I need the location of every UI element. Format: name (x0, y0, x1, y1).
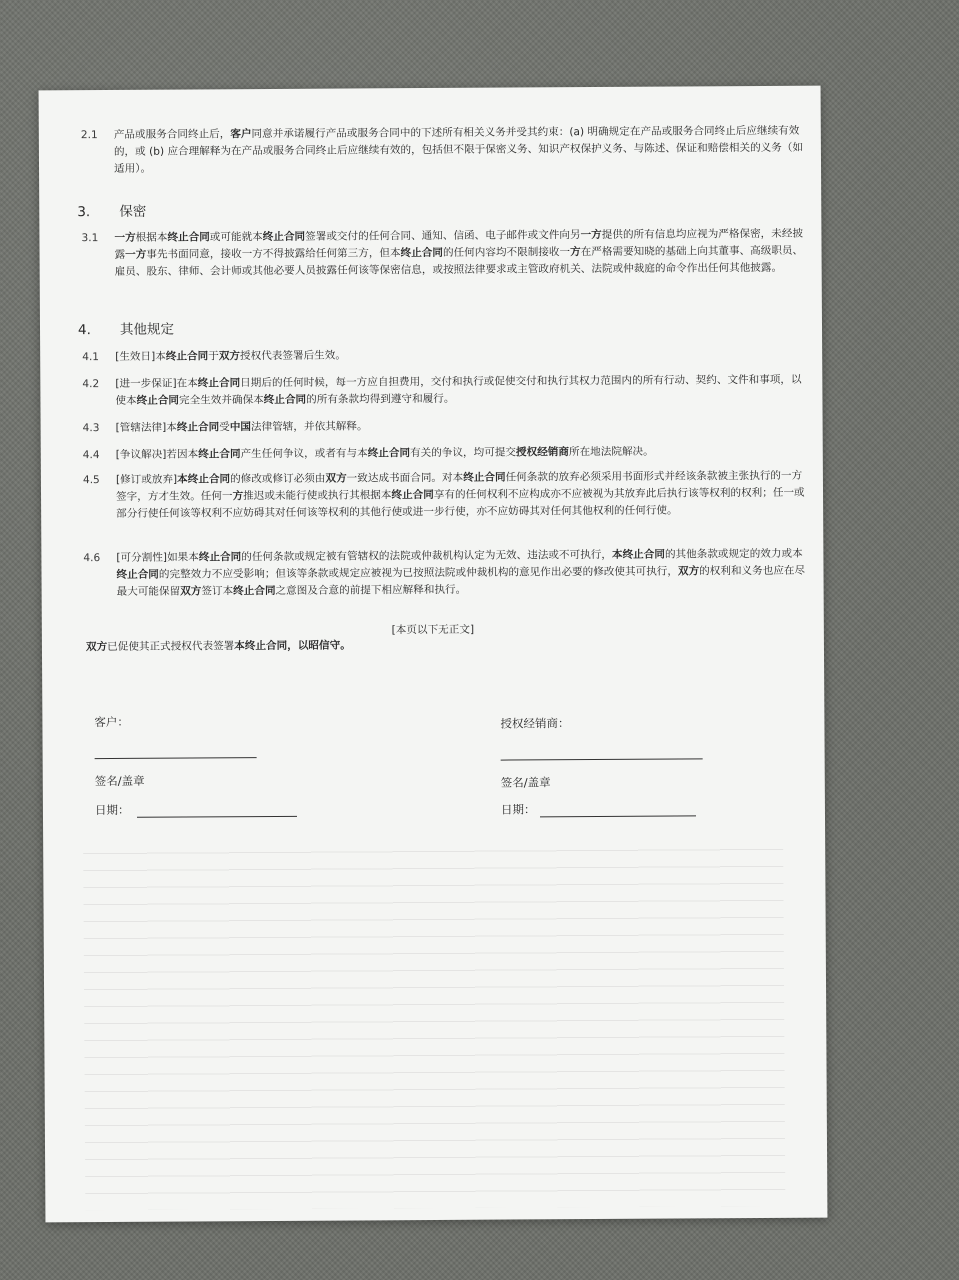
dealer-sign-seal-label: 签名/盖章 (500, 775, 551, 790)
clause-4-2 (40, 372, 822, 407)
text-run: [争议解决]若因本 (115, 448, 199, 461)
document-page (39, 86, 828, 1223)
bold-term: 双方 (325, 472, 347, 485)
clause-text (116, 416, 809, 437)
clause-2-1 (39, 123, 821, 175)
customer-sign-seal-label: 签名/盖章 (94, 773, 145, 789)
text-run: [生效日]本 (115, 350, 166, 363)
text-run: 有关的争议，均可提交 (410, 446, 517, 460)
customer-signature-line (95, 757, 257, 759)
text-run: 或可能就本 (209, 231, 263, 244)
bold-term: 终止合同 (262, 230, 306, 244)
section-heading-3 (77, 200, 146, 220)
text-run: 于 (208, 350, 219, 363)
bold-term: 授权经销商 (515, 446, 570, 459)
text-run: 法律管辖，并依其解释。 (250, 420, 368, 434)
clause-3-1 (39, 226, 821, 278)
bold-term: 终止合同 (367, 447, 411, 460)
text-run: [可分割性]如果本 (116, 551, 199, 564)
clause-number: 4.5 (82, 474, 100, 487)
bold-term: 终止合同 (391, 488, 434, 502)
bold-term: 一方 (580, 228, 602, 242)
bold-term: 一方 (125, 248, 147, 261)
text-run: 任何条款的放弃必须采用书面形式并经该条款被主张执行的一方签字，方才生效。任何一 (115, 469, 803, 503)
bold-term: 本终止合同 (611, 548, 665, 561)
bold-term: 一方 (114, 231, 136, 244)
section-title: 其他规定 (119, 321, 175, 338)
bold-term: 双方 (677, 565, 700, 578)
clause-text (115, 345, 808, 366)
clause-number: 4.3 (82, 422, 100, 435)
text-run: 日期后的任何时候，每一方应自担费用，交付和执行或促使交付和执行其权力范围内的所有行动、契约、文件和事项，以使本 (115, 373, 802, 407)
text-run: 在严格需要知晓的基础上向其董事、高级职员、雇员、股东、律师、会计师或其他必要人员披露任何该等保密信息，或按照法律要求或主管政府机关、法院或仲裁庭的命令作出任何其他披露。 (114, 244, 804, 278)
text-run: 签署或交付的任何合同、通知、信函、电子邮件或文件向另 (305, 229, 581, 243)
text-run: 产生任何争议，或者有与本 (240, 447, 368, 461)
bold-term: 双方 (180, 585, 202, 598)
bold-term: 双方 (85, 640, 108, 654)
text-run: 的任何条款或规定被有管辖权的法院或仲裁机构认定为无效、违法或不可执行， (241, 548, 613, 564)
bold-term: 终止合同 (136, 394, 180, 407)
clause-text (116, 443, 809, 464)
clause-number: 4.6 (83, 552, 101, 565)
clause-number: 4.4 (82, 449, 100, 462)
text-run: 受 (219, 421, 230, 434)
text-run: 的权利和义务也应在尽最大可能保留 (116, 564, 806, 598)
clause-number: 3.1 (81, 232, 99, 245)
dealer-label: 授权经销商： (500, 716, 570, 731)
bold-term: 终止合同 (176, 421, 220, 434)
clause-4-1 (40, 345, 822, 364)
bold-term: 终止合同 (263, 393, 307, 407)
bold-term: 终止合同 (165, 350, 209, 363)
text-run: 完全生效并确保本 (178, 394, 264, 407)
bold-term: 终止合同 (197, 377, 241, 390)
text-run: [管辖法律]本 (115, 421, 177, 434)
bold-term: 终止合同 (116, 568, 159, 581)
bold-term: 终止合同 (400, 246, 443, 260)
clause-text (114, 123, 807, 178)
text-run: 已促使其正式授权代表签署 (107, 640, 235, 653)
no-text-below-note: [本页以下无正文] (391, 623, 475, 637)
text-run: 的任何内容均不限制接收一 (442, 246, 571, 259)
text-run: 产品或服务合同终止后， (113, 128, 231, 141)
text-run: 授权代表签署后生效。 (239, 349, 346, 363)
text-run: 一致达成书面合同。对本 (346, 471, 464, 485)
text-run: 的其他条款或规定的效力或本 (664, 547, 803, 561)
text-run: 的所有条款均得到遵守和履行。 (306, 392, 455, 406)
bold-term: 方 (570, 246, 581, 259)
clause-number: 2.1 (80, 129, 98, 142)
clause-4-4 (41, 443, 823, 462)
section-number: 4. (77, 322, 91, 339)
section-heading-4 (78, 318, 174, 339)
customer-label: 客户： (94, 714, 129, 730)
text-run: 的修改或修订必须由 (230, 472, 326, 486)
clause-text (114, 226, 807, 281)
text-run: 签订本 (201, 585, 234, 598)
clause-number: 4.1 (82, 351, 100, 364)
bold-term: 终止合同 (233, 584, 276, 598)
bold-term: 双方 (218, 350, 241, 363)
bold-term: 终止合同 (463, 471, 506, 484)
bold-term: 中国 (229, 421, 252, 434)
text-run: 提供的所有信息均应视为严格保密，未经披露 (114, 227, 804, 261)
bold-term: 客户 (230, 128, 252, 141)
text-run: 同意并承诺履行产品或服务合同中的下述所有相关义务并受其约束：(a) 明确规定在产品或服务合同终止后应继续有效的，或 (b) 应合理解释为在产品或服务合同终止后应继续有效的，包括但不限于保密义务、知识产权保护义务、与陈述、保证和赔偿相关的义务（如适用）。 (113, 124, 804, 175)
text-run: 享有的任何权利不应构成亦不应被视为其放弃此后执行该等权利的权利；任一或部分行使任何该等权利不应妨碍其对任何该等权利的其他行使或进一步行使，亦不应妨碍其对任何其他权利的任何行使。 (116, 486, 805, 520)
customer-date-line (137, 816, 297, 818)
bold-term: 终止合同 (198, 448, 241, 461)
text-run: 根据本 (135, 231, 168, 244)
clause-number: 4.2 (82, 378, 100, 391)
text-run: 推迟或未能行使或执行其根据本 (243, 489, 392, 503)
clause-4-6 (41, 546, 823, 598)
section-number: 3. (77, 204, 91, 221)
clause-text (116, 468, 809, 523)
bleed-through-texture (83, 846, 785, 1210)
text-run: 之意图及合意的前提下相应解释和执行。 (275, 583, 467, 597)
clause-text (115, 372, 808, 410)
clause-4-3 (41, 416, 823, 435)
bold-term: 终止合同 (167, 231, 210, 244)
section-title: 保密 (119, 203, 147, 220)
bold-term: 方 (232, 490, 244, 503)
bold-term: 终止合同 (198, 551, 242, 564)
text-run: 所在地法院解决。 (568, 445, 654, 459)
text-run: [进一步保证]在本 (115, 377, 198, 390)
dealer-date-line (540, 815, 696, 817)
text-run: 的完整效力不应受影响；但该等条款或规定应被视为已按照法院或仲裁机构的意见作出必要的修改使其可执行， (158, 565, 679, 581)
dealer-date-label: 日期： (500, 802, 536, 817)
dealer-signature-line (501, 758, 703, 760)
customer-date-label: 日期： (94, 802, 130, 818)
bold-term: 本终止合同，以昭信守。 (234, 639, 351, 653)
closing-statement (86, 638, 351, 655)
text-run: 事先书面同意，接收一方不得披露给任何第三方，但本 (146, 247, 401, 261)
clause-text (116, 546, 809, 601)
text-run: [修订或放弃] (115, 473, 178, 486)
bold-term: 本终止合同 (177, 473, 231, 486)
clause-4-5 (41, 468, 823, 520)
